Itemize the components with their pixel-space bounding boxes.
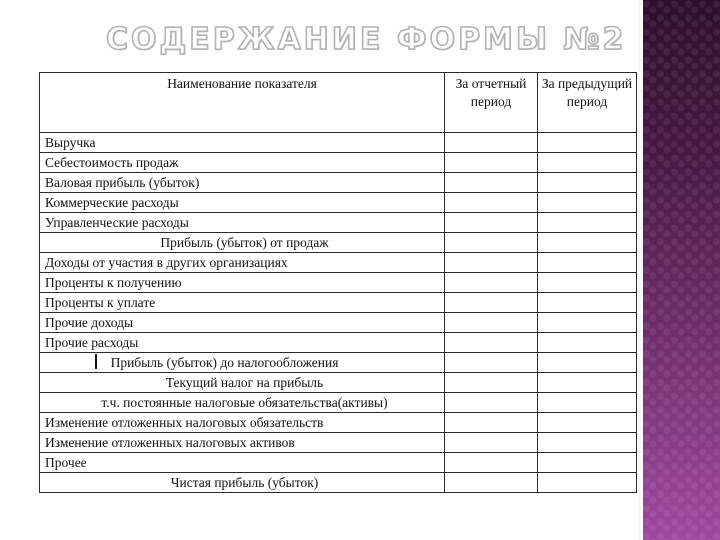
cell-previous-period — [538, 433, 637, 453]
table-row — [40, 473, 637, 493]
table-row — [40, 373, 637, 393]
header-indicator-name: Наименование показателя — [40, 73, 445, 133]
table-row — [40, 293, 637, 313]
cell-current-period — [445, 193, 538, 213]
table-row — [40, 453, 637, 473]
cell-current-period — [445, 333, 538, 353]
row-label-text: Изменение отложенных налоговых обязательств — [45, 414, 324, 430]
row-label — [40, 373, 445, 393]
cell-current-period — [445, 233, 538, 253]
row-label — [40, 173, 445, 193]
row-label — [40, 293, 445, 313]
cell-previous-period — [538, 193, 637, 213]
row-label-text: Валовая прибыль (убыток) — [45, 174, 200, 190]
table-row — [40, 173, 637, 193]
row-label — [40, 253, 445, 273]
cell-current-period — [445, 473, 538, 493]
table-row — [40, 393, 637, 413]
table-row — [40, 413, 637, 433]
table-row — [40, 193, 637, 213]
table-row — [40, 313, 637, 333]
form-2-table — [39, 72, 637, 493]
row-label — [40, 333, 445, 353]
cell-previous-period — [538, 373, 637, 393]
table-body — [40, 133, 637, 493]
table-row — [40, 273, 637, 293]
row-label — [40, 413, 445, 433]
row-label-text: Коммерческие расходы — [45, 194, 179, 210]
header-current-period: За отчетный период — [445, 73, 538, 133]
row-label-text: Себестоимость продаж — [45, 154, 179, 170]
row-label-text: Доходы от участия в других организациях — [45, 254, 288, 270]
cell-current-period — [445, 373, 538, 393]
table-header-row — [40, 73, 637, 133]
row-label-text: Текущий налог на прибыль — [165, 374, 324, 390]
cell-current-period — [445, 133, 538, 153]
table-row — [40, 333, 637, 353]
row-label — [40, 393, 445, 413]
decorative-side-band — [643, 0, 720, 540]
cell-previous-period — [538, 133, 637, 153]
row-label-text: Прочие доходы — [45, 314, 134, 330]
row-label — [40, 353, 445, 373]
cell-current-period — [445, 173, 538, 193]
slide-title: СОДЕРЖАНИЕ ФОРМЫ №2 — [106, 22, 627, 57]
row-label-text: Чистая прибыль (убыток) — [170, 474, 319, 490]
row-label — [40, 473, 445, 493]
cell-previous-period — [538, 233, 637, 253]
cell-previous-period — [538, 333, 637, 353]
row-label — [40, 153, 445, 173]
row-label-text: Прибыль (убыток) от продаж — [160, 234, 329, 250]
row-label — [40, 193, 445, 213]
cell-previous-period — [538, 173, 637, 193]
row-label-text: Изменение отложенных налоговых активов — [45, 434, 295, 450]
cell-current-period — [445, 273, 538, 293]
row-label — [40, 273, 445, 293]
cell-divider-mark — [95, 354, 97, 369]
cell-previous-period — [538, 313, 637, 333]
row-label-text: Прочие расходы — [45, 334, 139, 350]
header-previous-period: За предыдущий период — [538, 73, 637, 133]
cell-current-period — [445, 253, 538, 273]
cell-current-period — [445, 453, 538, 473]
cell-previous-period — [538, 153, 637, 173]
cell-previous-period — [538, 253, 637, 273]
cell-current-period — [445, 413, 538, 433]
row-label-text: т.ч. постоянные налоговые обязательства(активы) — [101, 394, 388, 410]
row-label-text: Выручка — [45, 134, 96, 150]
row-label-text: Проценты к получению — [45, 274, 182, 290]
row-label-text: Прибыль (убыток) до налогообложения — [110, 354, 339, 370]
cell-previous-period — [538, 273, 637, 293]
row-label — [40, 213, 445, 233]
table-row — [40, 433, 637, 453]
table-row — [40, 253, 637, 273]
table-row — [40, 353, 637, 373]
band-texture — [643, 0, 720, 540]
table-row — [40, 213, 637, 233]
cell-previous-period — [538, 473, 637, 493]
cell-current-period — [445, 393, 538, 413]
row-label — [40, 453, 445, 473]
row-label-text: Управленческие расходы — [45, 214, 189, 230]
row-label — [40, 433, 445, 453]
cell-previous-period — [538, 213, 637, 233]
cell-previous-period — [538, 413, 637, 433]
table-row — [40, 133, 637, 153]
cell-current-period — [445, 153, 538, 173]
table-row — [40, 233, 637, 253]
row-label — [40, 133, 445, 153]
row-label-text: Прочее — [45, 454, 87, 470]
table-row — [40, 153, 637, 173]
row-label — [40, 313, 445, 333]
cell-current-period — [445, 293, 538, 313]
cell-current-period — [445, 353, 538, 373]
cell-current-period — [445, 433, 538, 453]
cell-previous-period — [538, 353, 637, 373]
row-label — [40, 233, 445, 253]
cell-previous-period — [538, 393, 637, 413]
cell-current-period — [445, 213, 538, 233]
cell-previous-period — [538, 293, 637, 313]
row-label-text: Проценты к уплате — [45, 294, 156, 310]
cell-previous-period — [538, 453, 637, 473]
cell-current-period — [445, 313, 538, 333]
